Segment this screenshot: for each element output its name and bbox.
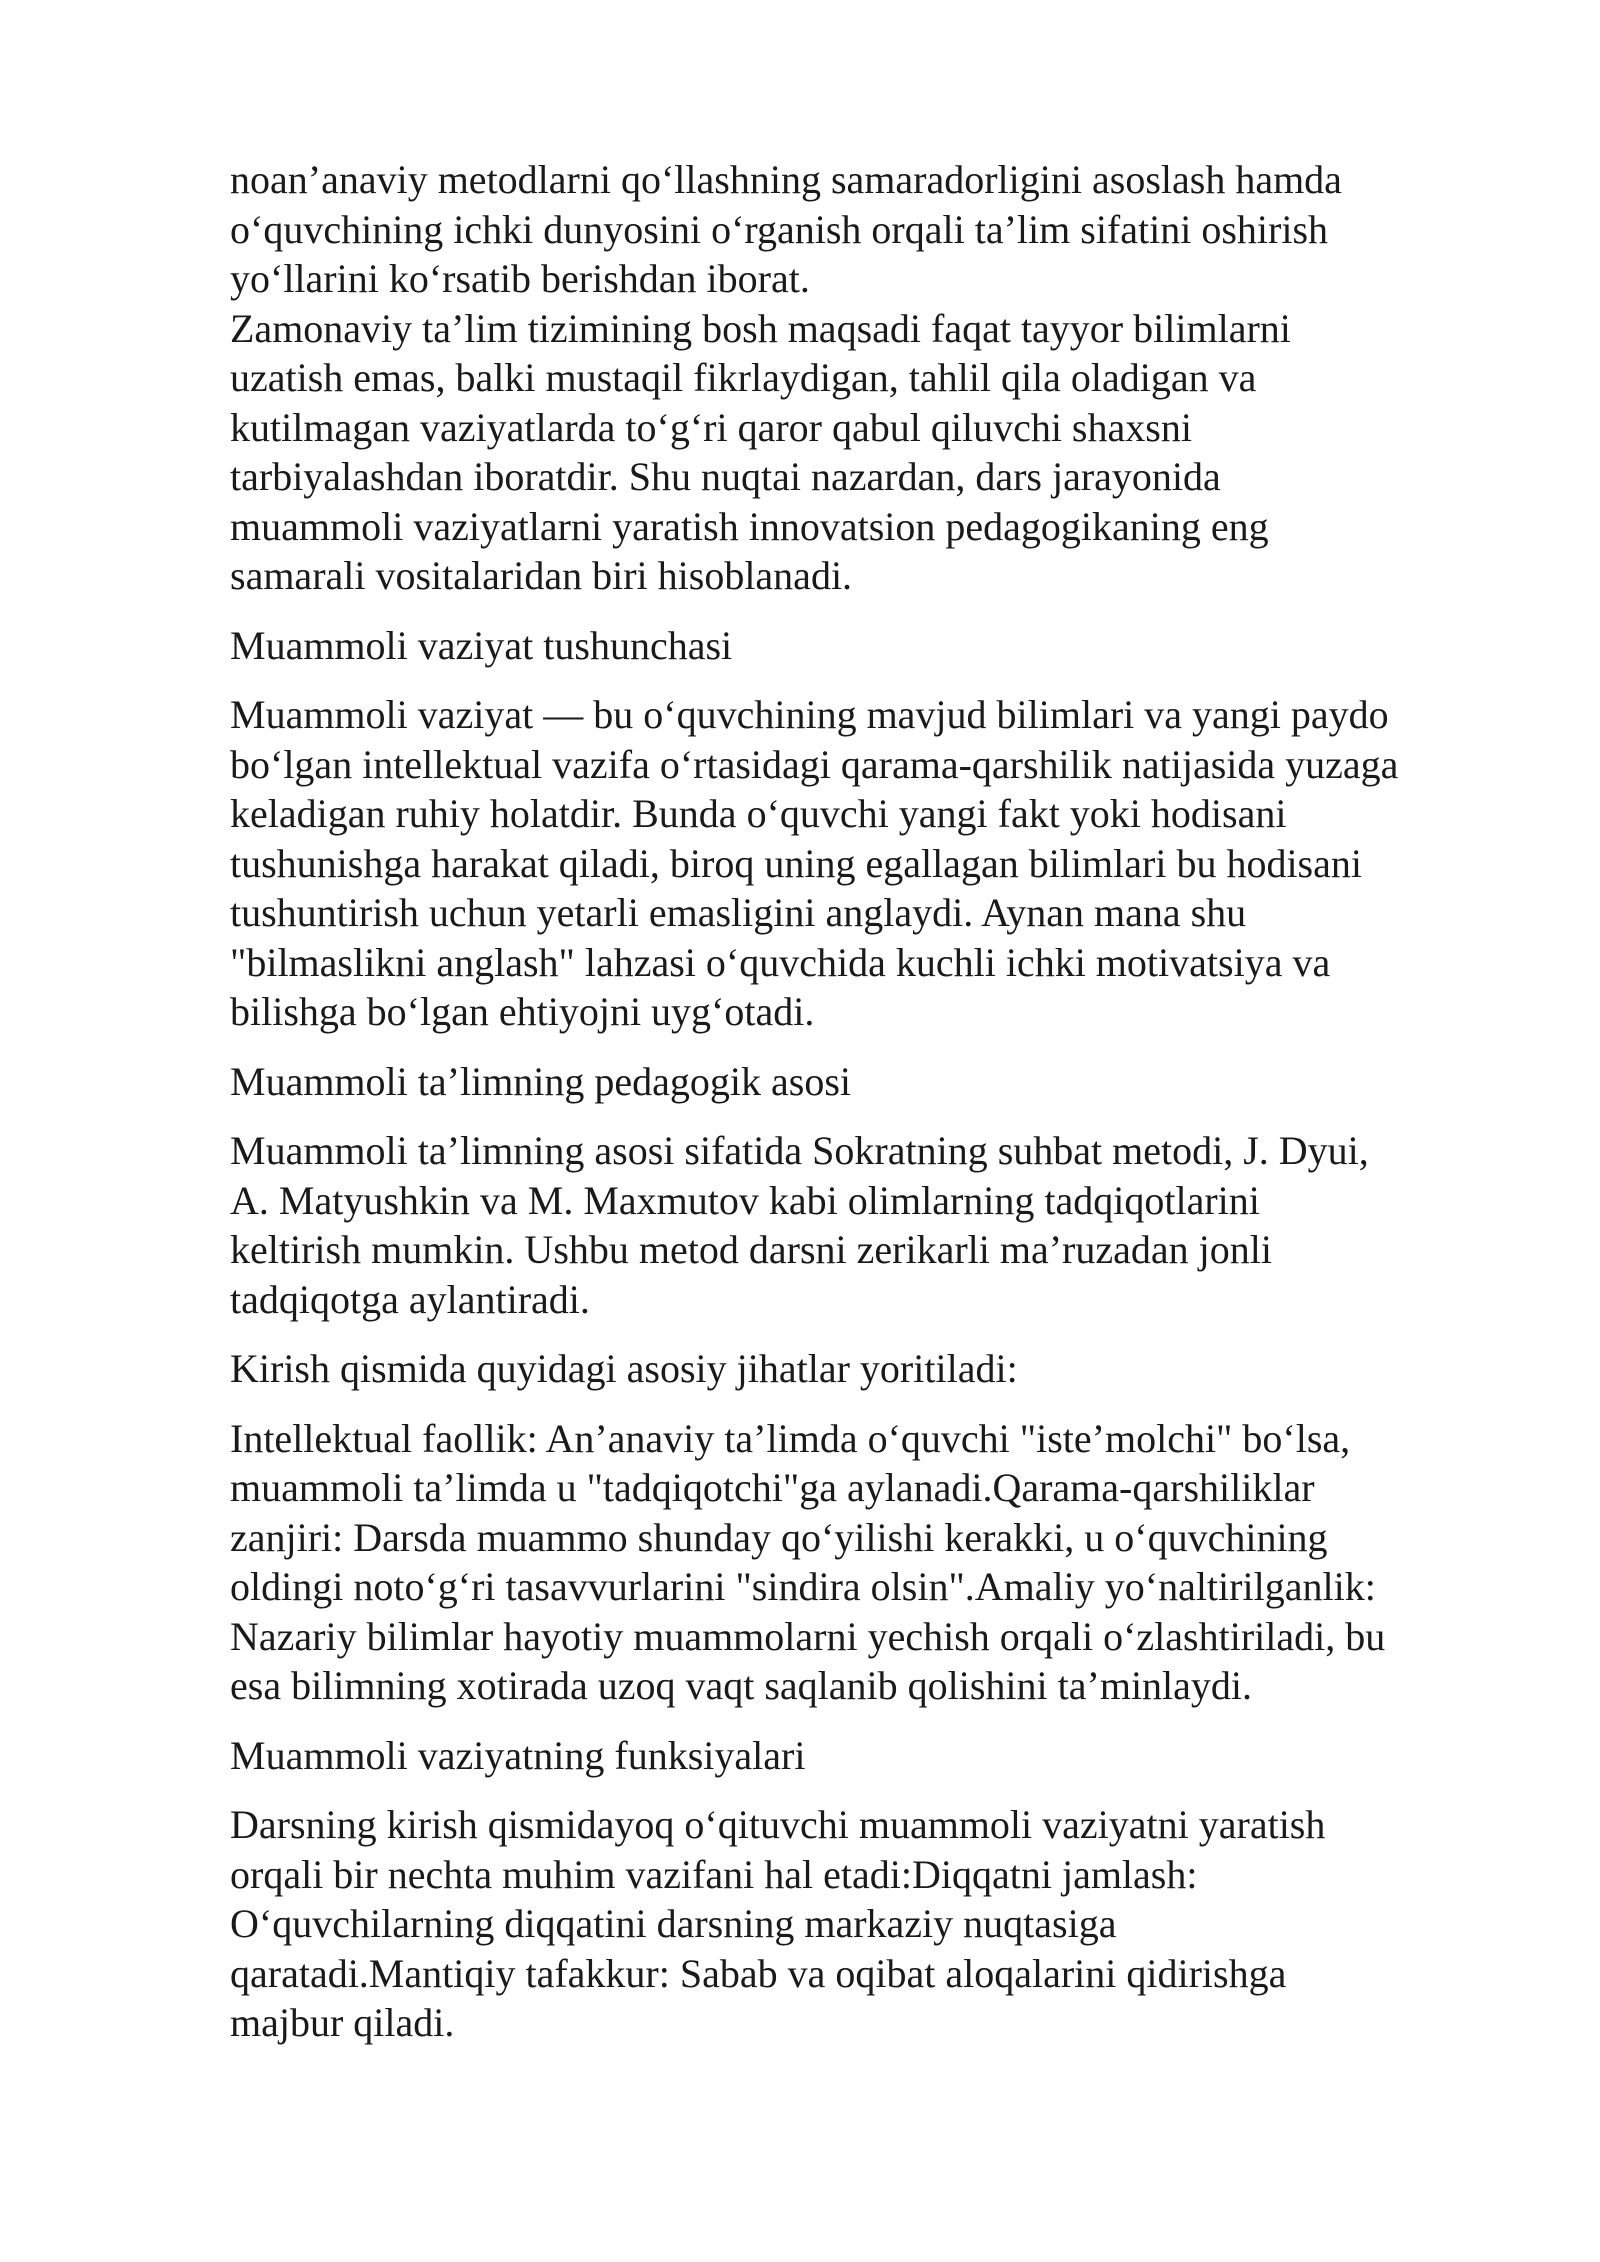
text-line: O‘quvchilarning diqqatini darsning markaziy nuqtasiga (230, 1901, 1117, 1946)
text-line: oldingi noto‘g‘ri tasavvurlarini "sindira olsin".Amaliy yo‘naltirilganlik: (230, 1564, 1376, 1609)
text-line: zanjiri: Darsda muammo shunday qo‘yilishi kerakki, u o‘quvchining (230, 1514, 1328, 1560)
text-line: Darsning kirish qismidayoq o‘qituvchi muammoli vaziyatni yaratish (230, 1802, 1326, 1847)
document-page (230, 155, 1520, 2068)
text-line: Kirish qismida quyidagi asosiy jihatlar yoritiladi: (230, 1346, 1018, 1391)
text-line: Muammoli vaziyat tushunchasi (230, 622, 733, 668)
text-line: bo‘lgan intellektual vazifa o‘rtasidagi qarama-qarshilik natijasida yuzaga (230, 741, 1399, 787)
text-line: noan’anaviy metodlarni qo‘llashning samaradorligini asoslash hamda (230, 157, 1342, 202)
text-line: bilishga bo‘lgan ehtiyojni uyg‘otadi. (230, 989, 815, 1034)
text-line: kutilmagan vaziyatlarda to‘g‘ri qaror qabul qiluvchi shaxsni (230, 404, 1192, 450)
text-line: tushunishga harakat qiladi, biroq uning egallagan bilimlari bu hodisani (230, 840, 1362, 886)
text-line: tadqiqotga aylantiradi. (230, 1276, 590, 1322)
section-heading (230, 1344, 1520, 1394)
text-line: samarali vositalaridan biri hisoblanadi. (230, 553, 853, 598)
text-line: "bilmaslikni anglash" lahzasi o‘quvchida kuchli ichki motivatsiya va (230, 939, 1331, 985)
text-line: tarbiyalashdan iboratdir. Shu nuqtai nazardan, dars jarayonida (230, 454, 1221, 499)
text-line: A. Matyushkin va M. Maxmutov kabi olimlarning tadqiqotlarini (230, 1177, 1260, 1223)
text-line: muammoli ta’limda u "tadqiqotchi"ga aylanadi.Qarama-qarshiliklar (230, 1465, 1315, 1510)
text-line: Zamonaviy ta’lim tizimining bosh maqsadi faqat tayyor bilimlarni (230, 305, 1291, 351)
section-heading (230, 1731, 1520, 1781)
text-line: yo‘llarini ko‘rsatib berishdan iborat. (230, 256, 810, 301)
paragraph (230, 1800, 1520, 2048)
text-line: Muammoli vaziyatning funksiyalari (230, 1732, 806, 1778)
text-line: Muammoli ta’limning asosi sifatida Sokratning suhbat metodi, J. Dyui, (230, 1128, 1369, 1173)
text-line: Nazariy bilimlar hayotiy muammolarni yechish orqali o‘zlashtiriladi, bu (230, 1613, 1386, 1659)
text-line: majbur qiladi. (230, 2000, 455, 2045)
section-heading (230, 621, 1520, 671)
text-line: keltirish mumkin. Ushbu metod darsni zerikarli ma’ruzadan jonli (230, 1227, 1272, 1272)
paragraph (230, 1414, 1520, 1711)
text-line: orqali bir nechta muhim vazifani hal etadi:Diqqatni jamlash: (230, 1851, 1198, 1897)
text-line: Muammoli ta’limning pedagogik asosi (230, 1058, 852, 1104)
text-line: uzatish emas, balki mustaqil fikrlaydigan, tahlil qila oladigan va (230, 355, 1257, 400)
section-heading (230, 1057, 1520, 1107)
text-line: muammoli vaziyatlarni yaratish innovatsion pedagogikaning eng (230, 503, 1269, 549)
text-line: Intellektual faollik: An’anaviy ta’limda o‘quvchi "iste’molchi" bo‘lsa, (230, 1415, 1351, 1461)
text-line: keladigan ruhiy holatdir. Bunda o‘quvchi yangi fakt yoki hodisani (230, 791, 1287, 836)
paragraph (230, 1126, 1520, 1324)
text-line: o‘quvchining ichki dunyosini o‘rganish orqali ta’lim sifatini oshirish (230, 206, 1329, 252)
paragraph (230, 690, 1520, 1037)
text-line: Muammoli vaziyat — bu o‘quvchining mavjud bilimlari va yangi paydo (230, 692, 1389, 737)
text-line: esa bilimning xotirada uzoq vaqt saqlanib qolishini ta’minlaydi. (230, 1663, 1253, 1708)
paragraph (230, 155, 1520, 304)
text-line: tushuntirish uchun yetarli emasligini anglaydi. Aynan mana shu (230, 890, 1247, 935)
text-line: qaratadi.Mantiqiy tafakkur: Sabab va oqibat aloqalarini qidirishga (230, 1950, 1287, 1996)
paragraph (230, 304, 1520, 601)
